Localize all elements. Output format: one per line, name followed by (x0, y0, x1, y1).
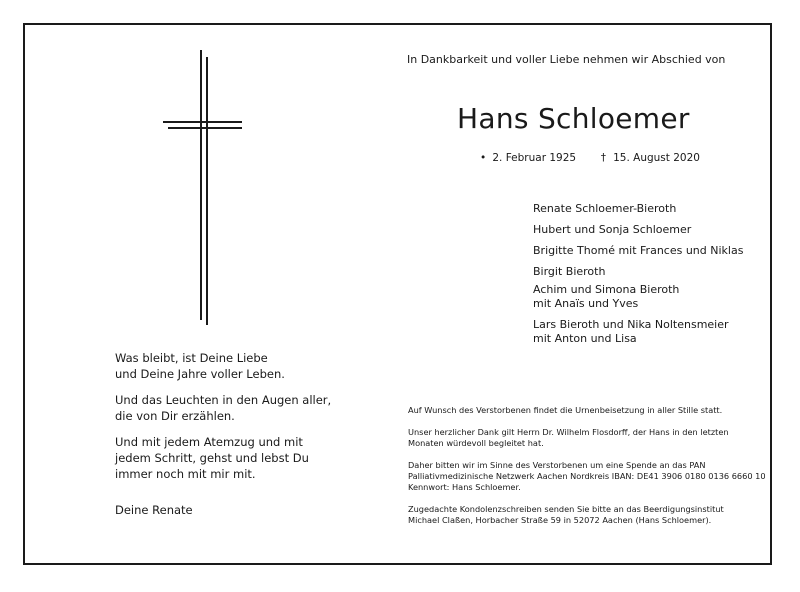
poem-line: Und das Leuchten in den Augen aller, (115, 393, 332, 407)
cross-vertical-bar-2 (206, 57, 208, 325)
mourner-entry (533, 244, 743, 258)
poem-line: die von Dir erzählen. (115, 409, 235, 423)
mourner-entry (533, 265, 743, 279)
notice-paragraph (408, 460, 766, 493)
notice-line: Auf Wunsch des Verstorbenen findet die Urnenbeisetzung in aller Stille statt. (408, 405, 723, 415)
cross-vertical-bar-1 (200, 50, 202, 320)
notice-line: Palliativmedizinische Netzwerk Aachen Nordkreis IBAN: DE41 3906 0180 0136 6660 10 (408, 471, 766, 481)
poem-line: Und mit jedem Atemzug und mit (115, 435, 303, 449)
cross-horizontal-bar-1 (163, 121, 242, 123)
mourner-entry (533, 223, 743, 237)
life-dates (480, 152, 700, 164)
notice-line: Unser herzlicher Dank gilt Herrn Dr. Wilhelm Flosdorff, der Hans in den letzten (408, 427, 729, 437)
death-date: 15. August 2020 (613, 152, 700, 164)
mourner-line: Achim und Simona Bieroth (533, 283, 680, 296)
notice-paragraph (408, 504, 766, 526)
notice-line: Michael Claßen, Horbacher Straße 59 in 52072 Aachen (Hans Schloemer). (408, 515, 712, 525)
mourner-line: Birgit Bieroth (533, 265, 606, 278)
deceased-name: Hans Schloemer (457, 102, 690, 135)
notice-line: Daher bitten wir im Sinne des Verstorbenen um eine Spende an das PAN (408, 460, 706, 470)
mourner-line: Hubert und Sonja Schloemer (533, 223, 692, 236)
mourners-list (533, 202, 743, 353)
mourner-entry (533, 318, 743, 346)
notices (408, 405, 766, 537)
poem-line: jedem Schritt, gehst und lebst Du (115, 451, 309, 465)
mourner-entry (533, 202, 743, 216)
intro-text: In Dankbarkeit und voller Liebe nehmen wir Abschied von (407, 53, 726, 66)
mourner-line: mit Anaïs und Yves (533, 297, 639, 310)
mourner-line: mit Anton und Lisa (533, 332, 637, 345)
poem-line: Was bleibt, ist Deine Liebe (115, 351, 268, 365)
notice-paragraph (408, 427, 766, 449)
notice-line: Monaten würdevoll begleitet hat. (408, 438, 544, 448)
poem-stanza (115, 350, 331, 382)
notice-line: Zugedachte Kondolenzschreiben senden Sie bitte an das Beerdigungsinstitut (408, 504, 724, 514)
notice-line: Kennwort: Hans Schloemer. (408, 482, 521, 492)
mourner-line: Brigitte Thomé mit Frances und Niklas (533, 244, 744, 257)
notice-paragraph (408, 405, 766, 416)
poem (115, 350, 331, 492)
signature: Deine Renate (115, 503, 193, 517)
poem-line: immer noch mit mir mit. (115, 467, 256, 481)
mourner-line: Lars Bieroth und Nika Noltensmeier (533, 318, 729, 331)
birth-date: 2. Februar 1925 (492, 152, 577, 164)
poem-stanza (115, 434, 331, 482)
mourner-entry (533, 283, 743, 311)
cross-horizontal-bar-2 (168, 127, 242, 129)
poem-line: und Deine Jahre voller Leben. (115, 367, 285, 381)
birth-symbol-icon: • (480, 152, 487, 164)
mourner-line: Renate Schloemer-Bieroth (533, 202, 677, 215)
death-symbol-icon: † (600, 152, 607, 164)
poem-stanza (115, 392, 331, 424)
